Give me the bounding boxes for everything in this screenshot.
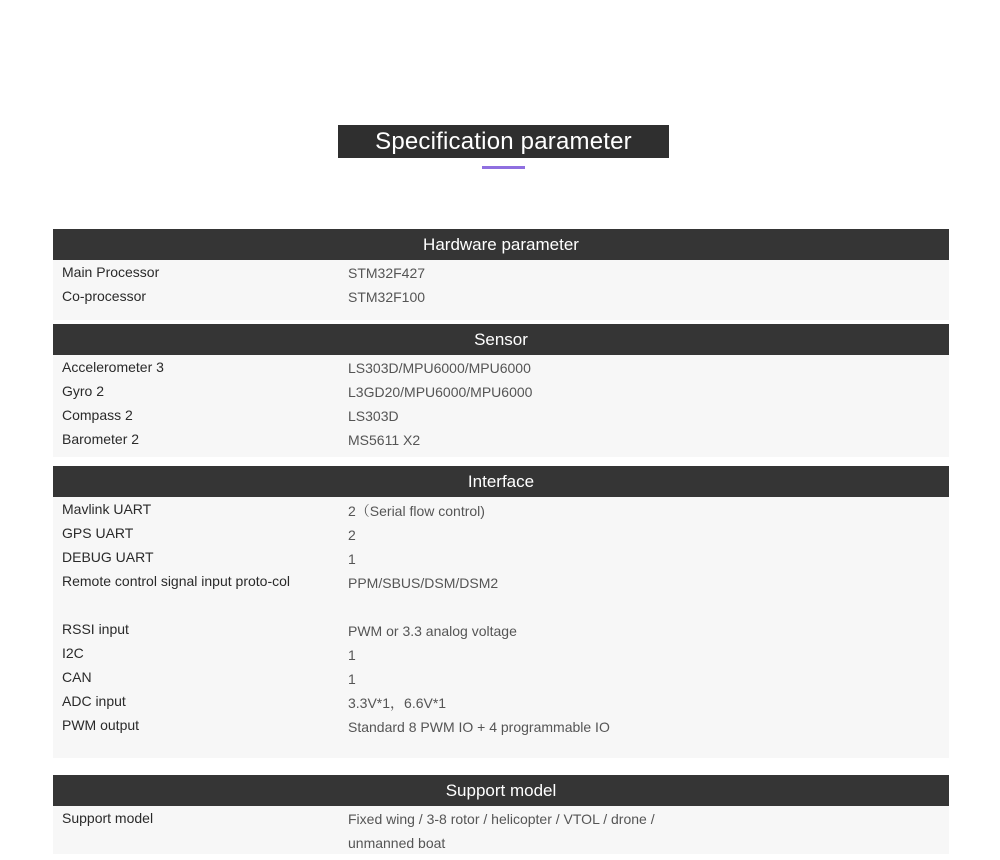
row-value: 1 [348, 647, 356, 663]
row-label: Remote control signal input proto-col [62, 573, 291, 589]
row-label: GPS UART [62, 525, 134, 541]
row-value: PPM/SBUS/DSM/DSM2 [348, 575, 499, 591]
interface-body [53, 497, 949, 758]
row-value: Standard 8 PWM IO + 4 programmable IO [348, 719, 610, 735]
row-value: LS303D/MPU6000/MPU6000 [348, 360, 531, 376]
title-underline [482, 166, 525, 169]
page-title: Specification parameter [338, 125, 669, 158]
row-label: Compass 2 [62, 407, 133, 423]
row-value: LS303D [348, 408, 399, 424]
sensor-body [53, 355, 949, 457]
row-label: Mavlink UART [62, 501, 152, 517]
row-label: Accelerometer 3 [62, 359, 164, 375]
row-label: Support model [62, 810, 154, 826]
row-label: DEBUG UART [62, 549, 154, 565]
sensor-heading: Sensor [53, 324, 949, 355]
row-label: Main Processor [62, 264, 160, 280]
row-value: STM32F427 [348, 265, 426, 281]
row-value: MS5611 X2 [348, 432, 421, 448]
row-value: STM32F100 [348, 289, 426, 305]
hardware-heading: Hardware parameter [53, 229, 949, 260]
row-value: L3GD20/MPU6000/MPU6000 [348, 384, 533, 400]
row-value: PWM or 3.3 analog voltage [348, 623, 517, 639]
support-body [53, 806, 949, 854]
row-value: 1 [348, 551, 356, 567]
sensor-section [53, 324, 949, 457]
row-value: 2（Serial flow control) [348, 503, 485, 519]
hardware-body [53, 260, 949, 320]
support-heading: Support model [53, 775, 949, 806]
row-label: Co-processor [62, 288, 147, 304]
row-label: RSSI input [62, 621, 129, 637]
interface-section [53, 466, 949, 758]
row-label: Barometer 2 [62, 431, 140, 447]
row-label: PWM output [62, 717, 140, 733]
interface-heading: Interface [53, 466, 949, 497]
row-label: CAN [62, 669, 92, 685]
hardware-section [53, 229, 949, 320]
row-value: 1 [348, 671, 356, 687]
support-section [53, 775, 949, 854]
row-value: 2 [348, 527, 356, 543]
row-value: Fixed wing / 3-8 rotor / helicopter / VTOL / drone / unmanned boat [348, 811, 655, 851]
row-value: 3.3V*1，6.6V*1 [348, 695, 447, 711]
row-label: ADC input [62, 693, 126, 709]
row-label: I2C [62, 645, 84, 661]
row-label: Gyro 2 [62, 383, 105, 399]
